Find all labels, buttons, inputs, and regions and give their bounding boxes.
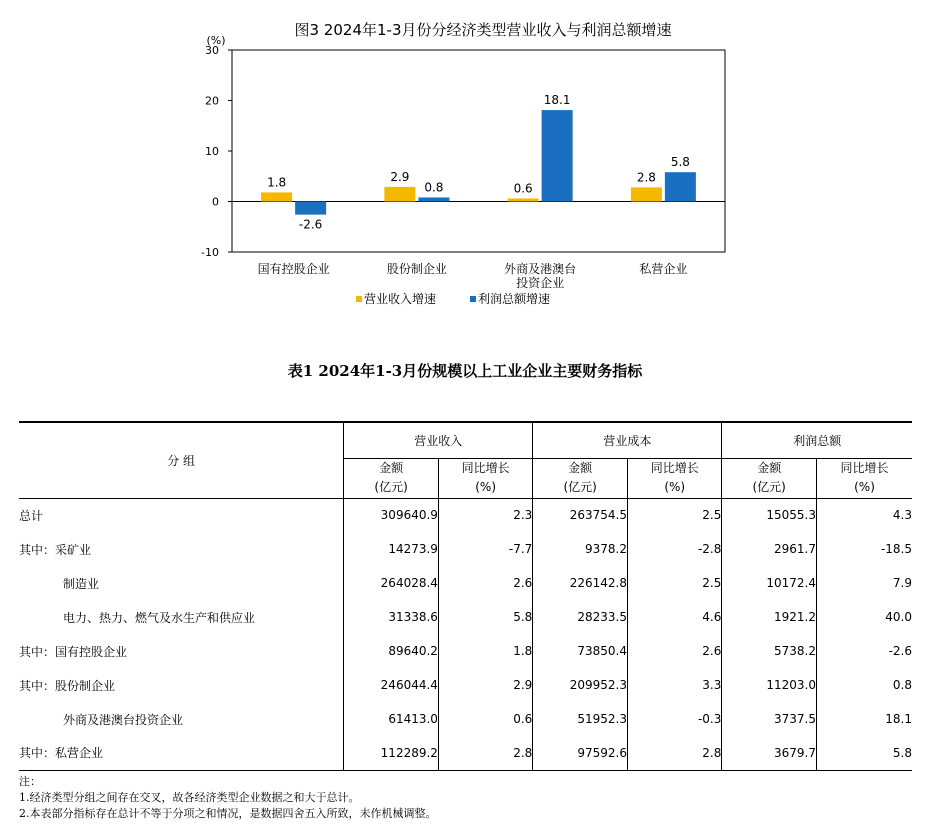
table-cell: 263754.5 <box>533 498 628 532</box>
legend-revenue-label: 营业收入增速 <box>364 292 437 306</box>
table-row <box>19 668 912 702</box>
table-cell: 0.6 <box>438 702 532 736</box>
y-tick-label: 30 <box>205 44 219 57</box>
table-row <box>19 634 912 668</box>
table-cell: -2.6 <box>817 634 913 668</box>
x-category-label: 国有控股企业 <box>257 262 330 276</box>
profit-growth-bar <box>418 197 449 201</box>
sub-header-amount-line: (亿元) <box>563 480 597 494</box>
table-cell: 4.3 <box>817 498 913 532</box>
notes-heading: 注： <box>19 775 41 788</box>
table-cell: 18.1 <box>817 702 913 736</box>
y-tick-label: 10 <box>205 145 219 158</box>
chart-title: 图3 2024年1-3月份分经济类型营业收入与利润总额增速 <box>294 21 672 39</box>
table-cell: 3679.7 <box>722 736 817 770</box>
row-label: 总计 <box>19 508 44 523</box>
table-cell: 2.8 <box>438 736 532 770</box>
y-tick-label: 20 <box>205 94 219 108</box>
table-cell: 97592.6 <box>533 736 628 770</box>
y-tick-label: -10 <box>201 246 219 259</box>
table-row <box>19 566 912 600</box>
bar-value-label: 2.9 <box>390 169 410 184</box>
sub-header-growth-line: 同比增长 <box>650 461 699 475</box>
x-category-label: 股份制企业 <box>386 262 447 276</box>
y-tick-label: 0 <box>212 195 219 209</box>
table-cell: -18.5 <box>817 532 913 566</box>
sub-header-growth <box>628 458 722 498</box>
sub-header-amount-line: 金额 <box>568 461 593 475</box>
table-cell: 10172.4 <box>722 566 817 600</box>
bar-value-label: 0.8 <box>424 180 444 195</box>
table-cell: 3737.5 <box>722 702 817 736</box>
row-label: 其中：国有控股企业 <box>19 644 128 659</box>
revenue-growth-bar <box>508 198 539 201</box>
sub-header-amount-line: 金额 <box>757 461 782 475</box>
sub-header-growth-line: (%) <box>475 480 497 494</box>
table-cell: 2.8 <box>628 736 722 770</box>
table-cell: 2.6 <box>628 634 722 668</box>
bar-value-label: -2.6 <box>298 217 323 232</box>
legend-profit-label: 利润总额增速 <box>478 292 551 306</box>
table-cell: 14273.9 <box>344 532 439 566</box>
table-cell: 2.5 <box>628 566 722 600</box>
sub-header-amount <box>533 458 628 498</box>
sub-header-amount-line: 金额 <box>379 461 404 475</box>
notes <box>19 774 912 822</box>
table-cell: 89640.2 <box>344 634 439 668</box>
note-1: 1.经济类型分组之间存在交叉，故各经济类型企业数据之和大于总计。 <box>19 791 360 804</box>
table-cell: 28233.5 <box>533 600 628 634</box>
table-row <box>19 736 912 770</box>
bar-chart <box>0 0 930 330</box>
col-group-cost: 营业成本 <box>533 422 722 458</box>
note-2: 2.本表部分指标存在总计不等于分项之和情况，是数据四舍五入所致，未作机械调整。 <box>19 807 437 820</box>
table-row <box>19 702 912 736</box>
table-cell: 7.9 <box>817 566 913 600</box>
profit-growth-bar <box>665 172 696 201</box>
x-category-label: 私营企业 <box>639 262 688 276</box>
table-cell: 2.3 <box>438 498 532 532</box>
table-cell: 51952.3 <box>533 702 628 736</box>
bar-value-label: 0.6 <box>513 181 533 196</box>
row-label: 外商及港澳台投资企业 <box>63 712 184 727</box>
profit-growth-bar <box>542 110 573 201</box>
sub-header-amount-line: (亿元) <box>374 480 408 494</box>
table-cell: 73850.4 <box>533 634 628 668</box>
x-category-label: 投资企业 <box>516 276 565 290</box>
table-cell: 0.8 <box>817 668 913 702</box>
profit-growth-bar <box>295 202 326 215</box>
table-cell: 2.6 <box>438 566 532 600</box>
sub-header-amount <box>722 458 817 498</box>
table-cell: 264028.4 <box>344 566 439 600</box>
table-cell: 309640.9 <box>344 498 439 532</box>
row-label: 制造业 <box>63 576 100 591</box>
y-axis-unit: (%) <box>206 34 226 47</box>
table-row <box>19 532 912 566</box>
table-cell: 1.8 <box>438 634 532 668</box>
legend-revenue-swatch <box>356 296 362 302</box>
table-cell: 246044.4 <box>344 668 439 702</box>
bar-value-label: 1.8 <box>267 175 287 190</box>
table-title: 表1 2024年1-3月份规模以上工业企业主要财务指标 <box>287 362 643 380</box>
table-row <box>19 498 912 532</box>
col-group-profit: 利润总额 <box>722 422 912 458</box>
table-cell: 5.8 <box>438 600 532 634</box>
row-label: 其中：采矿业 <box>19 542 92 557</box>
table-cell: -0.3 <box>628 702 722 736</box>
revenue-growth-bar <box>631 187 662 201</box>
table-cell: -7.7 <box>438 532 532 566</box>
table-cell: 9378.2 <box>533 532 628 566</box>
revenue-growth-bar <box>384 187 415 202</box>
table-cell: 31338.6 <box>344 600 439 634</box>
table-cell: 5.8 <box>817 736 913 770</box>
sub-header-growth-line: (%) <box>854 480 875 494</box>
sub-header-amount-line: (亿元) <box>752 480 786 494</box>
table-cell: 4.6 <box>628 600 722 634</box>
sub-header-growth-line: 同比增长 <box>840 461 889 475</box>
table-row <box>19 600 912 634</box>
table-cell: 3.3 <box>628 668 722 702</box>
row-label: 其中：私营企业 <box>19 736 344 770</box>
table-cell: 112289.2 <box>344 736 439 770</box>
row-label: 电力、热力、燃气及水生产和供应业 <box>63 610 256 625</box>
sub-header-growth-line: 同比增长 <box>461 461 510 475</box>
sub-header-growth <box>817 458 913 498</box>
table-cell: 61413.0 <box>344 702 439 736</box>
table-cell: 1921.2 <box>722 600 817 634</box>
table-cell: 40.0 <box>817 600 913 634</box>
table-cell: 5738.2 <box>722 634 817 668</box>
x-category-label: 外商及港澳台 <box>504 262 577 276</box>
row-label: 其中：股份制企业 <box>19 678 116 693</box>
sub-header-growth-line: (%) <box>664 480 686 494</box>
revenue-growth-bar <box>261 192 292 201</box>
group-header: 分 组 <box>19 422 344 498</box>
table-cell: 226142.8 <box>533 566 628 600</box>
table-cell: 209952.3 <box>533 668 628 702</box>
table-cell: 2.9 <box>438 668 532 702</box>
table-cell: 11203.0 <box>722 668 817 702</box>
sub-header-amount <box>344 458 439 498</box>
col-group-revenue: 营业收入 <box>344 422 533 458</box>
bar-value-label: 5.8 <box>670 155 690 170</box>
bar-value-label: 2.8 <box>636 170 656 185</box>
table-cell: 15055.3 <box>722 498 817 532</box>
table-cell: 2.5 <box>628 498 722 532</box>
table-cell: 2961.7 <box>722 532 817 566</box>
legend-profit-swatch <box>470 296 476 302</box>
table-cell: -2.8 <box>628 532 722 566</box>
financial-indicators-table <box>19 421 912 771</box>
sub-header-growth <box>438 458 532 498</box>
bar-value-label: 18.1 <box>543 93 571 108</box>
